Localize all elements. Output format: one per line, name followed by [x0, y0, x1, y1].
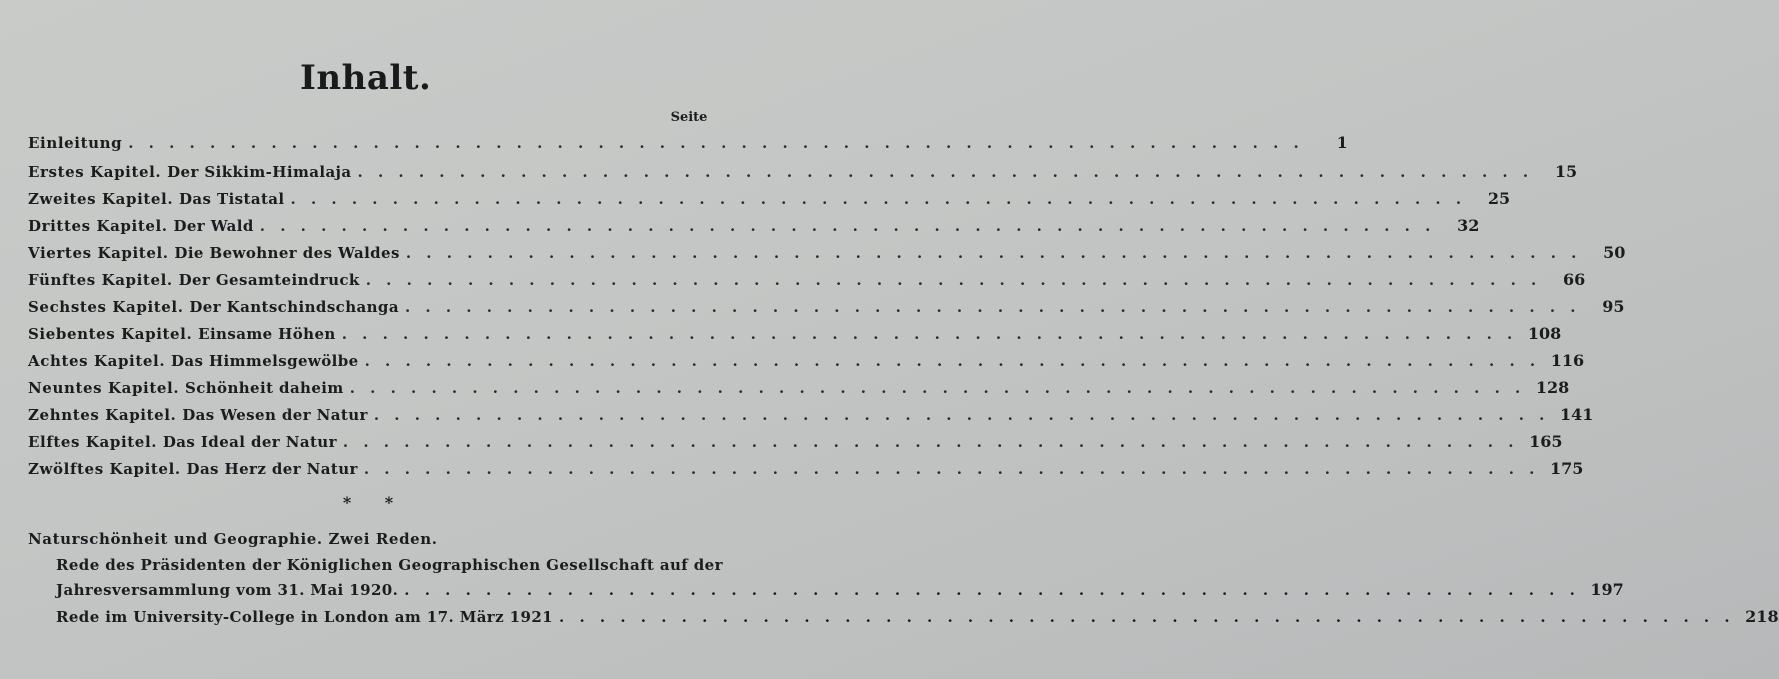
page-number: 197	[1590, 580, 1624, 599]
dot-leader: . . . . . . . . . . . . . . . . . . . . . . . . . . . . . . . . . . . . . . . . . . . . . . . . . . . . . . . . . .	[363, 460, 1540, 478]
chapter-title: Die Bewohner des Waldes	[174, 244, 400, 262]
chapter-number: Sechstes Kapitel.	[28, 298, 184, 316]
chapter-number: Erstes Kapitel.	[28, 163, 162, 181]
page-number: 128	[1535, 378, 1570, 397]
chapter-title: Der Sikkim-Himalaja	[167, 163, 352, 181]
page-number: 141	[1559, 405, 1594, 424]
toc-entry	[28, 216, 1480, 238]
toc-entry	[28, 270, 1586, 292]
entry-title: Rede im University-College in London am 17. März 1921	[56, 608, 554, 626]
page-number: 25	[1487, 189, 1511, 208]
dot-leader: . . . . . . . . . . . . . . . . . . . . . . . . . . . . . . . . . . . . . . . . . . . . . . . . . . . . . . . . . .	[128, 134, 1304, 152]
chapter-number: Siebentes Kapitel.	[28, 325, 193, 343]
dot-leader: . . . . . . . . . . . . . . . . . . . . . . . . . . . . . . . . . . . . . . . . . . . . . . . . . . . . . . . . . .	[365, 271, 1542, 289]
page-number: 50	[1603, 243, 1626, 262]
chapter-title: Das Tistatal	[179, 190, 285, 208]
dot-leader: . . . . . . . . . . . . . . . . . . . . . . . . . . . . . . . . . . . . . . . . . . . . . . . . . . . . . . . . . .	[259, 217, 1436, 235]
toc-entry	[28, 378, 1570, 400]
page-number: 116	[1550, 351, 1585, 370]
toc-entry	[56, 607, 1779, 629]
page-number: 175	[1549, 459, 1584, 478]
chapter-title: Der Gesamteindruck	[178, 271, 360, 289]
toc-entry	[56, 580, 1624, 602]
page-number: 1	[1336, 133, 1348, 152]
toc-entry	[28, 432, 1563, 454]
page-number: 108	[1527, 324, 1562, 343]
page-title: Inhalt.	[300, 58, 432, 98]
chapter-number: Viertes Kapitel.	[28, 244, 169, 262]
chapter-title: Schönheit daheim	[184, 379, 344, 397]
dot-leader: . . . . . . . . . . . . . . . . . . . . . . . . . . . . . . . . . . . . . . . . . . . . . . . . . . . . . . . . . .	[342, 433, 1519, 451]
dot-leader: . . . . . . . . . . . . . . . . . . . . . . . . . . . . . . . . . . . . . . . . . . . . . . . . . . . . . . . . . .	[405, 244, 1582, 262]
entry-title: Einleitung	[28, 134, 123, 152]
dot-leader: . . . . . . . . . . . . . . . . . . . . . . . . . . . . . . . . . . . . . . . . . . . . . . . . . . . . . . . . . .	[364, 352, 1541, 370]
chapter-title: Das Herz der Natur	[186, 460, 358, 478]
toc-entry	[28, 133, 1348, 155]
toc-entry	[28, 459, 1584, 481]
appendix-heading: Naturschönheit und Geographie. Zwei Reden.	[28, 530, 438, 548]
dot-leader: . . . . . . . . . . . . . . . . . . . . . . . . . . . . . . . . . . . . . . . . . . . . . . . . . . . . . . . . . .	[290, 190, 1467, 208]
chapter-title: Das Himmelsgewölbe	[170, 352, 359, 370]
toc-entry	[28, 243, 1626, 265]
page-number: 165	[1529, 432, 1563, 451]
dot-leader: . . . . . . . . . . . . . . . . . . . . . . . . . . . . . . . . . . . . . . . . . . . . . . . . . . . . . . . . . .	[559, 608, 1735, 626]
dot-leader: . . . . . . . . . . . . . . . . . . . . . . . . . . . . . . . . . . . . . . . . . . . . . . . . . . . . . . . . . .	[404, 298, 1581, 316]
page-number: 15	[1554, 162, 1578, 181]
chapter-number: Zehntes Kapitel.	[28, 406, 177, 424]
section-separator: * *	[342, 493, 408, 512]
chapter-number: Zweites Kapitel.	[28, 190, 174, 208]
dot-leader: . . . . . . . . . . . . . . . . . . . . . . . . . . . . . . . . . . . . . . . . . . . . . . . . . . . . . . . . . .	[349, 379, 1526, 397]
chapter-number: Achtes Kapitel.	[28, 352, 166, 370]
toc-entry	[28, 351, 1585, 373]
chapter-number: Drittes Kapitel.	[28, 217, 168, 235]
page-number: 95	[1602, 297, 1625, 316]
chapter-number: Neuntes Kapitel.	[28, 379, 180, 397]
page-number: 32	[1457, 216, 1480, 235]
chapter-number: Fünftes Kapitel.	[28, 271, 173, 289]
page-number: 218	[1745, 607, 1779, 626]
dot-leader: . . . . . . . . . . . . . . . . . . . . . . . . . . . . . . . . . . . . . . . . . . . . . . . . . . . . . . . . . .	[404, 581, 1580, 599]
chapter-title: Das Wesen der Natur	[182, 406, 368, 424]
toc-entry	[28, 162, 1578, 184]
chapter-number: Elftes Kapitel.	[28, 433, 158, 451]
entry-title: Jahresversammlung vom 31. Mai 1920.	[56, 581, 399, 599]
toc-entry	[28, 324, 1562, 346]
speech-title-line: Rede des Präsidenten der Königlichen Geographischen Gesellschaft auf der	[56, 556, 723, 574]
toc-entry	[28, 297, 1625, 319]
chapter-title: Das Ideal der Natur	[162, 433, 337, 451]
chapter-title: Der Wald	[173, 217, 254, 235]
dot-leader: . . . . . . . . . . . . . . . . . . . . . . . . . . . . . . . . . . . . . . . . . . . . . . . . . . . . . . . . . .	[357, 163, 1534, 181]
chapter-title: Einsame Höhen	[198, 325, 336, 343]
toc-entry	[28, 189, 1511, 211]
chapter-title: Der Kantschindschanga	[189, 298, 399, 316]
dot-leader: . . . . . . . . . . . . . . . . . . . . . . . . . . . . . . . . . . . . . . . . . . . . . . . . . . . . . . . . . .	[341, 325, 1518, 343]
page-column-label: Seite	[670, 110, 708, 125]
toc-entry	[28, 405, 1594, 427]
page-number: 66	[1563, 270, 1586, 289]
chapter-number: Zwölftes Kapitel.	[28, 460, 181, 478]
dot-leader: . . . . . . . . . . . . . . . . . . . . . . . . . . . . . . . . . . . . . . . . . . . . . . . . . . . . . . . . . .	[373, 406, 1550, 424]
